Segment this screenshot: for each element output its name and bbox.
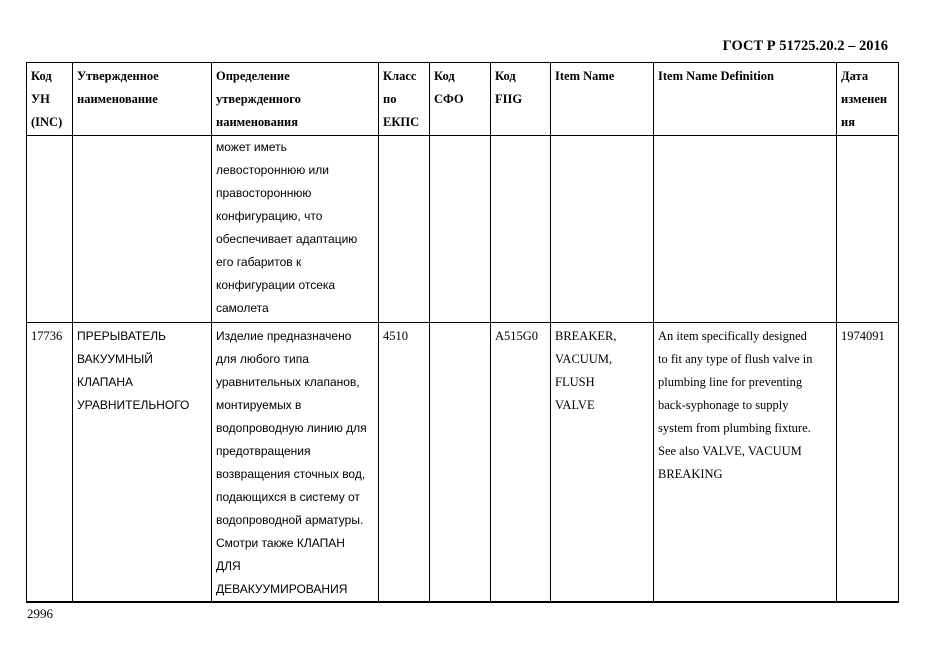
col-header-item-name: Item Name xyxy=(551,63,654,136)
cell-item-name: BREAKER, VACUUM, FLUSH VALVE xyxy=(551,323,654,603)
col-header-fiig: Код FIIG xyxy=(491,63,551,136)
col-header-date: Дата изменен ия xyxy=(837,63,899,136)
cell-inc: 17736 xyxy=(27,323,73,603)
cell-item-name xyxy=(551,136,654,323)
cell-approved-name: ПРЕРЫВАТЕЛЬ ВАКУУМНЫЙ КЛАПАНА УРАВНИТЕЛЬНОГО xyxy=(73,323,212,603)
col-header-approved-name: Утвержденное наименование xyxy=(73,63,212,136)
col-header-inc: Код УН (INC) xyxy=(27,63,73,136)
cell-sfo xyxy=(430,323,491,603)
cell-definition: может иметь левостороннюю или правостороннюю конфигурацию, что обеспечивает адаптацию его габаритов к конфигурации отсека самолета xyxy=(212,136,379,323)
cell-date: 1974091 xyxy=(837,323,899,603)
page-number: 2996 xyxy=(27,606,53,621)
cell-item-definition xyxy=(654,136,837,323)
cell-fiig xyxy=(491,136,551,323)
cell-inc xyxy=(27,136,73,323)
cell-fiig: A515G0 xyxy=(491,323,551,603)
continuation-row xyxy=(27,136,899,323)
cell-sfo xyxy=(430,136,491,323)
catalog-table xyxy=(26,62,899,603)
cell-definition: Изделие предназначено для любого типа уравнительных клапанов, монтируемых в водопроводную линию для предотвращения возвращения сточных вод, подающихся в систему от водопроводной арматуры. Смотри также КЛАПАН ДЛЯ ДЕВАКУУМИРОВАНИЯ xyxy=(212,323,379,603)
cell-approved-name xyxy=(73,136,212,323)
col-header-class: Класс по ЕКПС xyxy=(379,63,430,136)
col-header-sfo: Код СФО xyxy=(430,63,491,136)
cell-class: 4510 xyxy=(379,323,430,603)
col-header-definition: Определение утвержденного наименования xyxy=(212,63,379,136)
table-row xyxy=(27,323,899,603)
cell-class xyxy=(379,136,430,323)
standard-designation: ГОСТ Р 51725.20.2 – 2016 xyxy=(722,38,888,54)
cell-date xyxy=(837,136,899,323)
col-header-item-definition: Item Name Definition xyxy=(654,63,837,136)
cell-item-definition: An item specifically designed to fit any type of flush valve in plumbing line for preventing back-syphonage to supply system from plumbing fixture. See also VALVE, VACUUM BREAKING xyxy=(654,323,837,603)
header-row xyxy=(27,63,899,136)
